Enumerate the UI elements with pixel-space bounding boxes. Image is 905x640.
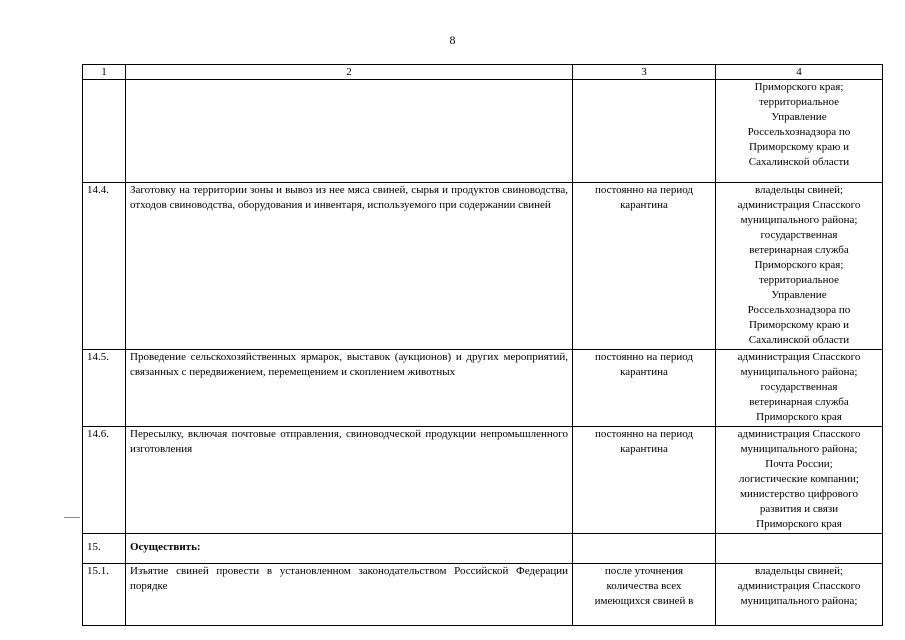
row-number-cell: 15.1. [83,564,126,626]
responsible-line: Россельхознадзора по [747,304,851,316]
table-row [83,564,883,626]
table-row [83,183,883,350]
row-number-cell: 15. [83,534,126,564]
term-line: постоянно на период [594,428,694,440]
responsible-line: территориальное [758,274,839,286]
row-number-cell [83,80,126,183]
term-cell [573,564,716,626]
term-line: количества всех [606,580,682,592]
responsible-line: муниципального района; [740,443,858,455]
table-row [83,350,883,427]
responsible-line: муниципального района; [740,595,858,607]
action-cell: Осуществить: [126,534,573,564]
margin-mark [64,517,80,518]
responsible-line: министерство цифрового [739,488,858,500]
row-number-cell: 14.4. [83,183,126,350]
row-number-cell: 14.5. [83,350,126,427]
responsible-line: администрация Спасского [737,580,861,592]
action-cell: Заготовку на территории зоны и вывоз из нее мяса свиней, сырья и продуктов свиноводства, отходов свиноводства, оборудования и инвентаря, используемого при содержании свиней [126,183,573,350]
responsible-line: муниципального района; [740,366,858,378]
responsible-line: администрация Спасского [737,199,861,211]
header-cell-num: 1 [83,65,126,80]
responsible-line: администрация Спасского [737,428,861,440]
action-cell [126,80,573,183]
responsible-line: государственная [760,381,838,393]
responsible-line: государственная [760,229,838,241]
term-line: карантина [620,443,668,455]
header-cell-action: 2 [126,65,573,80]
responsible-line: муниципального района; [740,214,858,226]
responsible-cell [716,80,883,183]
responsible-line: Приморскому краю и [748,141,850,153]
term-cell [573,80,716,183]
responsible-line: Россельхознадзора по [747,126,851,138]
responsible-line: Почта России; [765,458,833,470]
table-row [83,427,883,534]
responsible-cell [716,183,883,350]
term-cell [573,427,716,534]
responsible-line: Приморского края [756,411,842,423]
header-row [83,65,883,80]
term-line: постоянно на период [594,351,694,363]
term-cell [573,534,716,564]
term-line: имеющихся свиней в [594,595,694,607]
responsible-line: Приморского края; [754,259,844,271]
responsible-line: логистические компании; [739,473,859,485]
action-cell: Пересылку, включая почтовые отправления, свиноводческой продукции непромышленного изготовления [126,427,573,534]
responsible-line: владельцы свиней; [754,184,844,196]
page-number: 8 [449,33,456,47]
table-row [83,80,883,183]
action-cell: Проведение сельскохозяйственных ярмарок, выставок (аукционов) и других мероприятий, связанных с передвижением, перемещением и скоплением животных [126,350,573,427]
responsible-line: администрация Спасского [737,351,861,363]
term-cell [573,350,716,427]
term-line: карантина [620,366,668,378]
action-cell: Изъятие свиней провести в установленном законодательством Российской Федерации порядке [126,564,573,626]
header-cell-responsible: 4 [716,65,883,80]
responsible-line: территориальное [758,96,839,108]
responsible-cell [716,427,883,534]
responsible-line: ветеринарная служба [749,244,849,256]
responsible-line: Управление [771,289,827,301]
responsible-line: Приморского края [756,518,842,530]
responsible-line: Управление [771,111,827,123]
responsible-line: Приморскому краю и [748,319,850,331]
term-line: карантина [620,199,668,211]
responsible-line: ветеринарная служба [749,396,849,408]
responsible-line: Приморского края; [754,81,844,93]
responsible-cell [716,534,883,564]
responsible-line: развития и связи [759,503,839,515]
responsible-cell [716,564,883,626]
responsible-cell [716,350,883,427]
row-number-cell: 14.6. [83,427,126,534]
responsible-line: Сахалинской области [748,156,850,168]
term-line: после уточнения [604,565,684,577]
responsible-line: владельцы свиней; [754,565,844,577]
term-line: постоянно на период [594,184,694,196]
header-cell-term: 3 [573,65,716,80]
table-row [83,534,883,564]
measures-table [82,64,883,626]
term-cell [573,183,716,350]
responsible-line: Сахалинской области [748,334,850,346]
